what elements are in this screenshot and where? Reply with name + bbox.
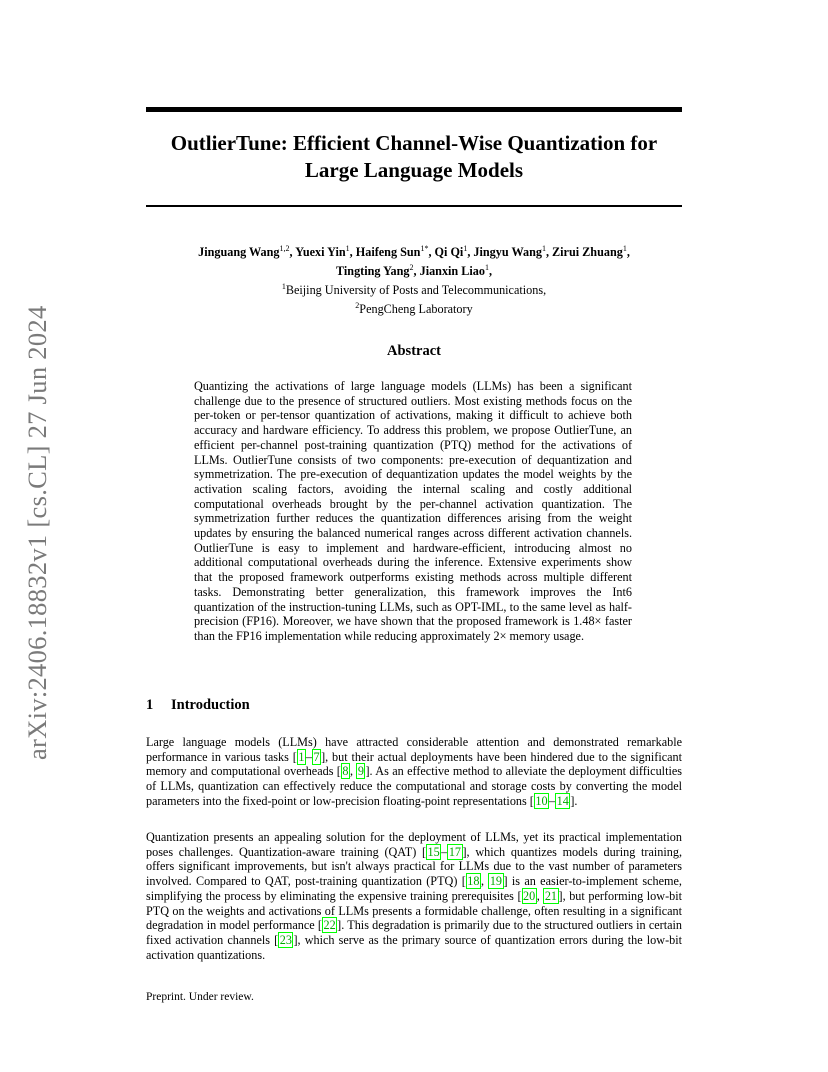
citation-separator: , — [349, 764, 357, 779]
citation-link[interactable]: 21 — [544, 888, 558, 903]
paragraph-text: Large language models (LLMs) have attracted considerable attention and demonstrated remarkable performance in various tasks [ — [146, 735, 682, 764]
paragraph-text: ], which serve as the primary source of quantization errors during the low-bit activation quantizations. — [146, 932, 683, 962]
affiliation-1 — [146, 279, 682, 298]
author-affiliation-mark: 1 — [484, 263, 489, 273]
author-affiliation-mark: 1 — [345, 244, 350, 253]
paper-title — [146, 130, 682, 184]
citation-link[interactable]: 22 — [323, 918, 336, 933]
author-name: Yuexi Yin — [295, 245, 346, 260]
section-title: Introduction — [171, 697, 250, 713]
section-heading — [146, 697, 250, 714]
citation-link[interactable]: 18 — [467, 874, 480, 889]
section-number: 1 — [146, 697, 154, 713]
paragraph-text: ], which quantizes models during training, offers significant improvements, but isn't always practical for LLMs due to the vast number of parameters involved. Compared to QAT, post-training quantization (PTQ) [ — [146, 844, 682, 889]
title-line-1: OutlierTune: Efficient Channel-Wise Quantization for — [170, 131, 658, 155]
abstract-heading: Abstract — [387, 343, 441, 359]
paragraph-text: ]. As an effective method to alleviate the deployment difficulties of LLMs, quantization can effectively reduce the computational and storage costs by converting the model parameters into the fixed-point or low-precision floating-point representations [ — [146, 764, 682, 808]
citation-link[interactable]: 19 — [489, 874, 503, 889]
paragraph-text: ], but their actual deployments have been hindered due to the significant memory and computational overheads [ — [146, 749, 682, 779]
affiliation-2 — [146, 298, 682, 317]
author-affiliation-mark: 2 — [409, 263, 414, 273]
paragraph-text: ] is an easier-to-implement scheme, simplifying the process by eliminating the expensive training prerequisites [ — [146, 874, 682, 903]
citation-link[interactable]: 15 — [427, 844, 440, 859]
author-name: Jinguang Wang — [198, 245, 280, 260]
author-affiliation-mark: 1,2 — [279, 244, 290, 253]
abstract-text: Quantizing the activations of large language models (LLMs) has been a significant challenge due to the presence of structured outliers. Most existing methods focus on the per-token or per-tensor quantization of activations, making it difficult to achieve both accuracy and hardware efficiency. To address this problem, we propose OutlierTune, an efficient per-channel post-training quantization (PTQ) method for the activations of LLMs. OutlierTune consists of two components: pre-execution of dequantization and symmetrization. The pre-execution of dequantization updates the model weights by the activation scaling factors, avoiding the internal scaling and costly additional computational overheads brought by the per-channel activation quantization. The symmetrization further reduces the quantization differences arising from the weight updates by ensuring the balanced numerical ranges across different activation channels. OutlierTune is easy to implement and hardware-efficient, introducing almost no additional computational overheads during the inference. Extensive experiments show that the proposed framework outperforms existing methods across multiple different tasks. Demonstrating better generalization, this framework improves the Int6 quantization of the instruction-tuning LLMs, such as OPT-IML, to the same level as half-precision (FP16). Moreover, we have shown that the proposed framework is 1.48× faster than the FP16 implementation while reducing approximately 2× memory usage. — [194, 379, 632, 643]
author-name: Qi Qi — [434, 245, 464, 260]
citation-link[interactable]: 7 — [313, 749, 320, 764]
author-line-2: Tingting Yang$^2$, Jianxin Liao$^1$, — [336, 263, 492, 279]
citation-link[interactable]: 14 — [556, 793, 569, 808]
title-rule-bottom — [146, 205, 682, 207]
paragraph-text: Quantization presents an appealing solution for the deployment of LLMs, yet its practical implementation poses challenges. Quantization-aware training (QAT) [ — [146, 830, 682, 859]
citation-link[interactable]: 8 — [342, 764, 349, 779]
author-name: Haifeng Sun — [355, 245, 421, 260]
citation-separator: , — [536, 888, 544, 903]
arxiv-identifier: arXiv:2406.18832v1 [cs.CL] 27 Jun 2024 — [22, 305, 52, 760]
affiliation-text: Beijing University of Posts and Telecommunications, — [285, 283, 547, 298]
citation-separator: – — [441, 844, 448, 859]
author-name: Jingyu Wang — [473, 245, 542, 260]
author-name: Zirui Zhuang — [552, 245, 623, 260]
affiliation-mark: 1 — [281, 282, 286, 292]
author-block — [146, 241, 682, 317]
citation-link[interactable]: 1 — [298, 749, 305, 764]
citation-separator: – — [549, 793, 556, 808]
intro-paragraph-2 — [146, 830, 682, 962]
author-affiliation-mark: 1 — [541, 244, 546, 253]
paragraph-text: ]. — [570, 793, 578, 808]
author-affiliation-mark: 1* — [420, 244, 429, 253]
title-line-2: Large Language Models — [304, 158, 524, 182]
citation-link[interactable]: 23 — [279, 932, 292, 947]
author-affiliation-mark: 1 — [622, 244, 627, 253]
citation-link[interactable]: 20 — [523, 888, 536, 903]
paragraph-text: ]. This degradation is primarily due to the structured outliers in certain fixed activation channels [ — [146, 918, 683, 947]
citation-separator: – — [305, 749, 312, 764]
author-line-1: Jinguang Wang$^{1,2}$, Yuexi Yin$^1$, Haifeng Sun$^{1*}$, Qi Qi$^1$, Jingyu Wang$^1$, Zirui Zhuang$^1$, — [198, 244, 630, 260]
paragraph-text: ], but performing low-bit PTQ on the weights and activations of LLMs presents a formidable challenge, often resulting in a significant degradation in model performance [ — [146, 888, 682, 933]
page-footer: Preprint. Under review. — [146, 991, 254, 1003]
title-rule-top — [146, 107, 682, 112]
author-name: Tingting Yang — [336, 264, 410, 279]
citation-link[interactable]: 9 — [357, 764, 364, 779]
author-affiliation-mark: 1 — [463, 244, 468, 253]
affiliation-text: PengCheng Laboratory — [359, 302, 473, 317]
citation-link[interactable]: 10 — [535, 793, 548, 808]
affiliation-mark: 2 — [355, 301, 360, 311]
intro-paragraph-1 — [146, 735, 682, 809]
citation-link[interactable]: 17 — [448, 844, 461, 859]
author-name: Jianxin Liao — [419, 264, 485, 279]
citation-separator: , — [480, 874, 489, 889]
